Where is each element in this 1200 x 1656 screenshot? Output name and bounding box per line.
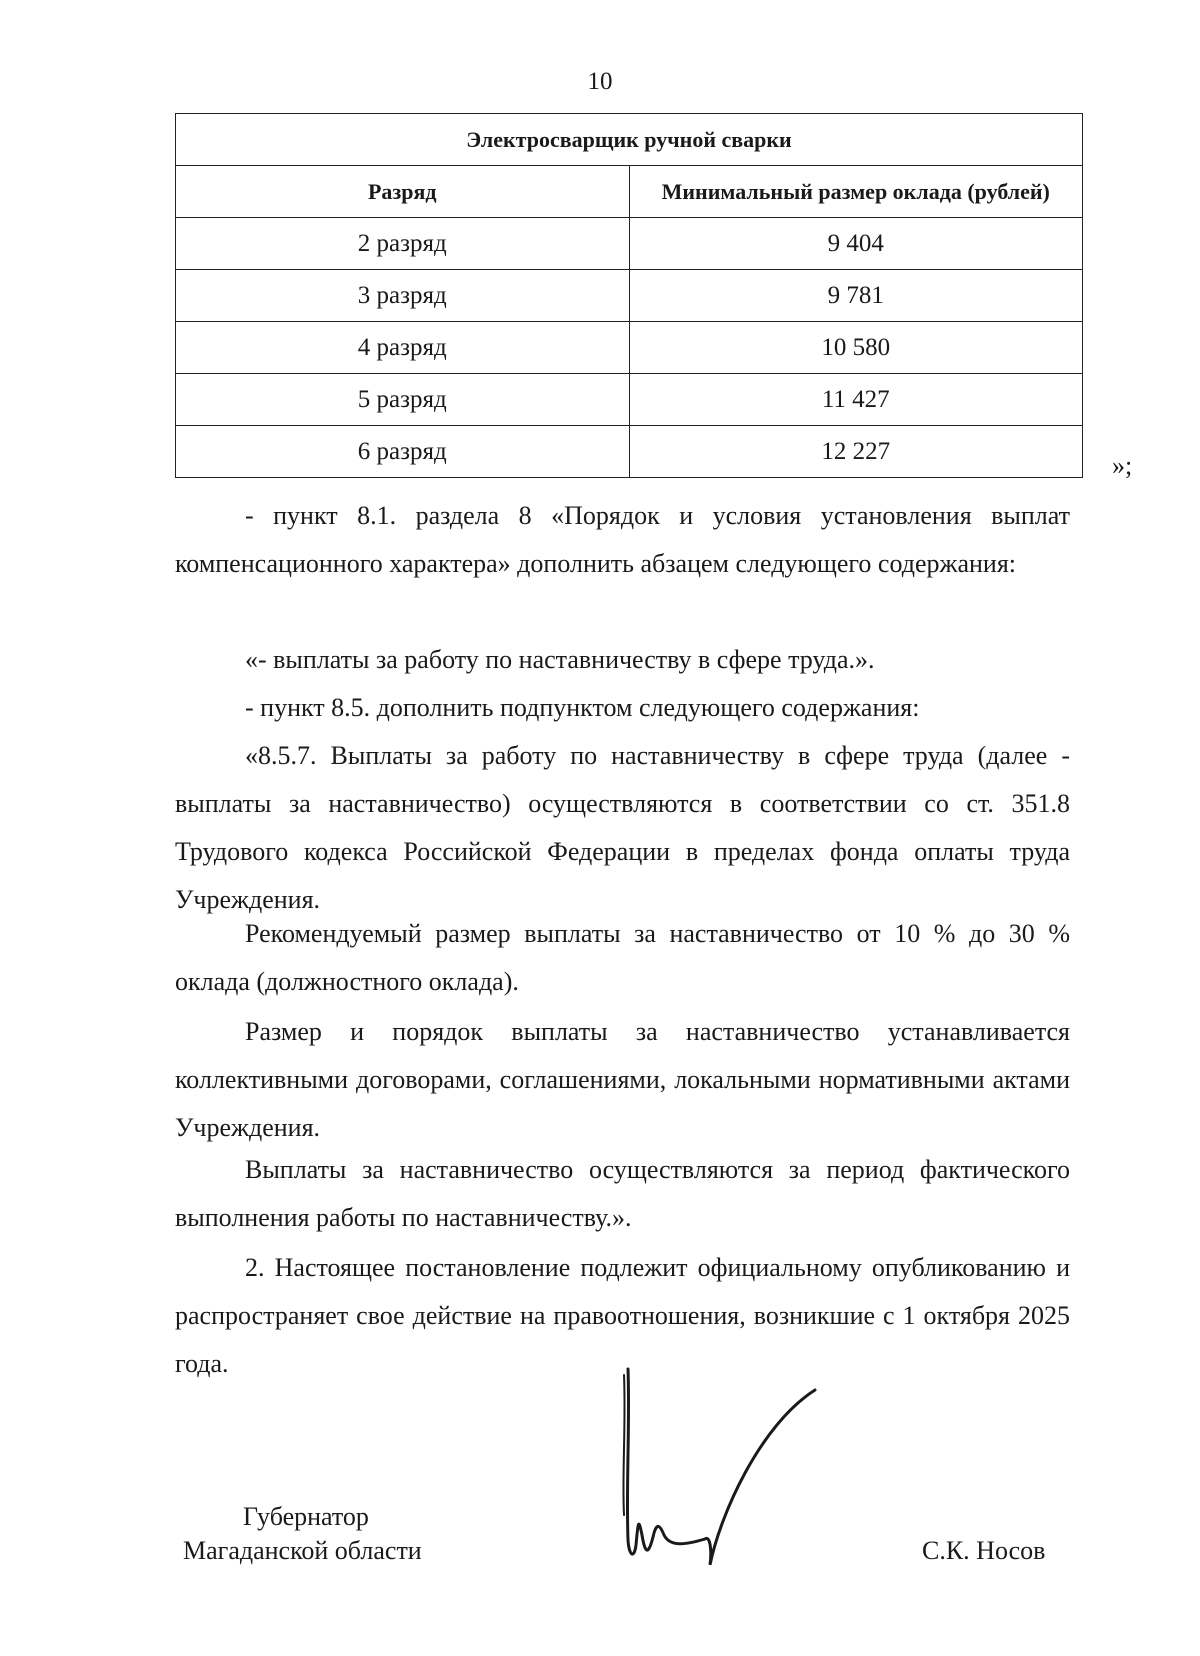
grade-cell: 2 разряд bbox=[176, 218, 630, 270]
paragraph-publication: 2. Настоящее постановление подлежит официальному опубликованию и распространяет свое действие на правоотношения, возникшие с 1 октября 2025 года. bbox=[175, 1253, 1070, 1378]
table-title: Электросварщик ручной сварки bbox=[176, 114, 1083, 166]
table-row bbox=[176, 426, 1083, 478]
table-header-row bbox=[176, 166, 1083, 218]
signatory-position-line2: Магаданской области bbox=[183, 1536, 422, 1565]
paragraph-mentoring-payments: «- выплаты за работу по наставничеству в сфере труда.». bbox=[245, 645, 875, 674]
wage-table bbox=[175, 113, 1083, 478]
paragraph-amendment-8-1: - пункт 8.1. раздела 8 «Порядок и условия установления выплат компенсационного характера» дополнить абзацем следующего содержания: bbox=[175, 501, 1070, 578]
table-row bbox=[176, 218, 1083, 270]
table-row bbox=[176, 374, 1083, 426]
table-row bbox=[176, 270, 1083, 322]
paragraph-amendment-8-5: - пункт 8.5. дополнить подпунктом следующего содержания: bbox=[245, 693, 920, 722]
grade-cell: 4 разряд bbox=[176, 322, 630, 374]
grade-cell: 5 разряд bbox=[176, 374, 630, 426]
paragraph-8-5-7: «8.5.7. Выплаты за работу по наставничеству в сфере труда (далее - выплаты за наставничество) осуществляются в соответствии со ст. 351.8 Трудового кодекса Российской Федерации в пределах фонда оплаты труда Учреждения. bbox=[175, 741, 1070, 914]
salary-cell: 10 580 bbox=[629, 322, 1083, 374]
handwritten-signature bbox=[610, 1365, 860, 1580]
paragraph-payment-period: Выплаты за наставничество осуществляются за период фактического выполнения работы по наставничеству.». bbox=[175, 1155, 1070, 1232]
table-closing-quote: »; bbox=[1112, 451, 1133, 480]
salary-cell: 12 227 bbox=[629, 426, 1083, 478]
page-number: 10 bbox=[587, 68, 613, 95]
salary-cell: 9 781 bbox=[629, 270, 1083, 322]
salary-cell: 11 427 bbox=[629, 374, 1083, 426]
signatory-name: С.К. Носов bbox=[922, 1536, 1046, 1565]
table-title-row bbox=[176, 114, 1083, 166]
table-row bbox=[176, 322, 1083, 374]
column-header-salary: Минимальный размер оклада (рублей) bbox=[629, 166, 1083, 218]
column-header-grade: Разряд bbox=[176, 166, 630, 218]
grade-cell: 3 разряд bbox=[176, 270, 630, 322]
paragraph-recommended-size: Рекомендуемый размер выплаты за наставничество от 10 % до 30 % оклада (должностного оклада). bbox=[175, 919, 1070, 996]
paragraph-size-and-procedure: Размер и порядок выплаты за наставничество устанавливается коллективными договорами, соглашениями, локальными нормативными актами Учреждения. bbox=[175, 1017, 1070, 1142]
salary-cell: 9 404 bbox=[629, 218, 1083, 270]
signatory-position-line1: Губернатор bbox=[243, 1502, 369, 1531]
grade-cell: 6 разряд bbox=[176, 426, 630, 478]
